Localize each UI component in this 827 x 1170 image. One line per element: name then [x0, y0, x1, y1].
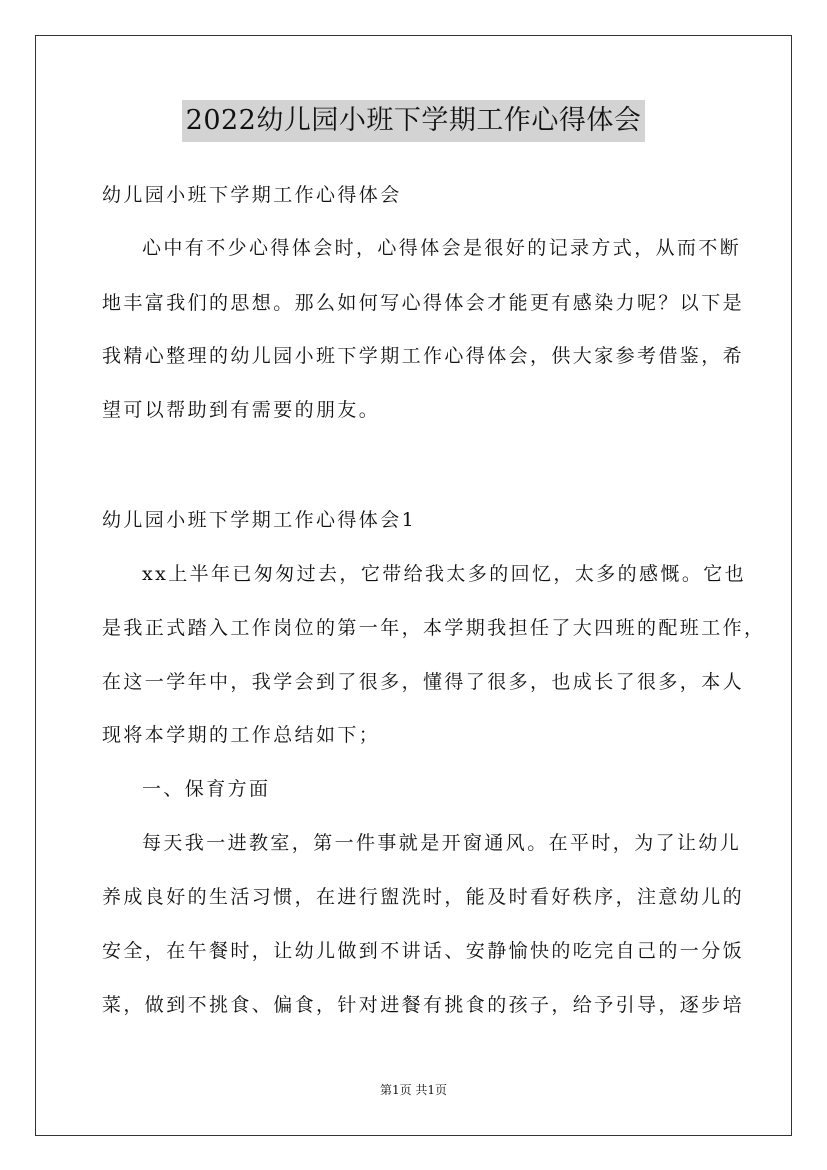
paragraph-line: 现将本学期的工作总结如下； — [102, 724, 381, 746]
paragraph-line: 地丰富我们的思想。那么如何写心得体会才能更有感染力呢？以下是 — [102, 292, 745, 314]
paragraph-line: 安全，在午餐时，让幼儿做到不讲话、安静愉快的吃完自己的一分饭 — [102, 940, 745, 962]
paragraph-line: 我精心整理的幼儿园小班下学期工作心得体会，供大家参考借鉴，希 — [102, 345, 745, 367]
page-footer: 第1页 共1页 — [379, 1083, 448, 1097]
title-container — [0, 100, 827, 142]
intro-heading: 幼儿园小班下学期工作心得体会 — [102, 184, 402, 206]
paragraph-line: 心中有不少心得体会时，心得体会是很好的记录方式，从而不断 — [142, 237, 742, 259]
paragraph-line: 养成良好的生活习惯，在进行盥洗时，能及时看好秩序，注意幼儿的 — [102, 886, 745, 908]
paragraph-line: 每天我一进教室，第一件事就是开窗通风。在平时，为了让幼儿 — [142, 832, 742, 854]
paragraph-line: 菜，做到不挑食、偏食，针对进餐有挑食的孩子，给予引导，逐步培 — [102, 994, 745, 1016]
section-heading: 幼儿园小班下学期工作心得体会1 — [102, 509, 417, 531]
subsection-heading: 一、保育方面 — [142, 778, 271, 800]
paragraph-line: xx上半年已匆匆过去，它带给我太多的回忆，太多的感慨。它也 — [142, 563, 747, 585]
document-title: 2022幼儿园小班下学期工作心得体会 — [182, 100, 646, 142]
paragraph-line: 是我正式踏入工作岗位的第一年，本学期我担任了大四班的配班工作， — [102, 617, 766, 639]
paragraph-line: 望可以帮助到有需要的朋友。 — [102, 399, 381, 421]
paragraph-line: 在这一学年中，我学会到了很多，懂得了很多，也成长了很多，本人 — [102, 671, 745, 693]
